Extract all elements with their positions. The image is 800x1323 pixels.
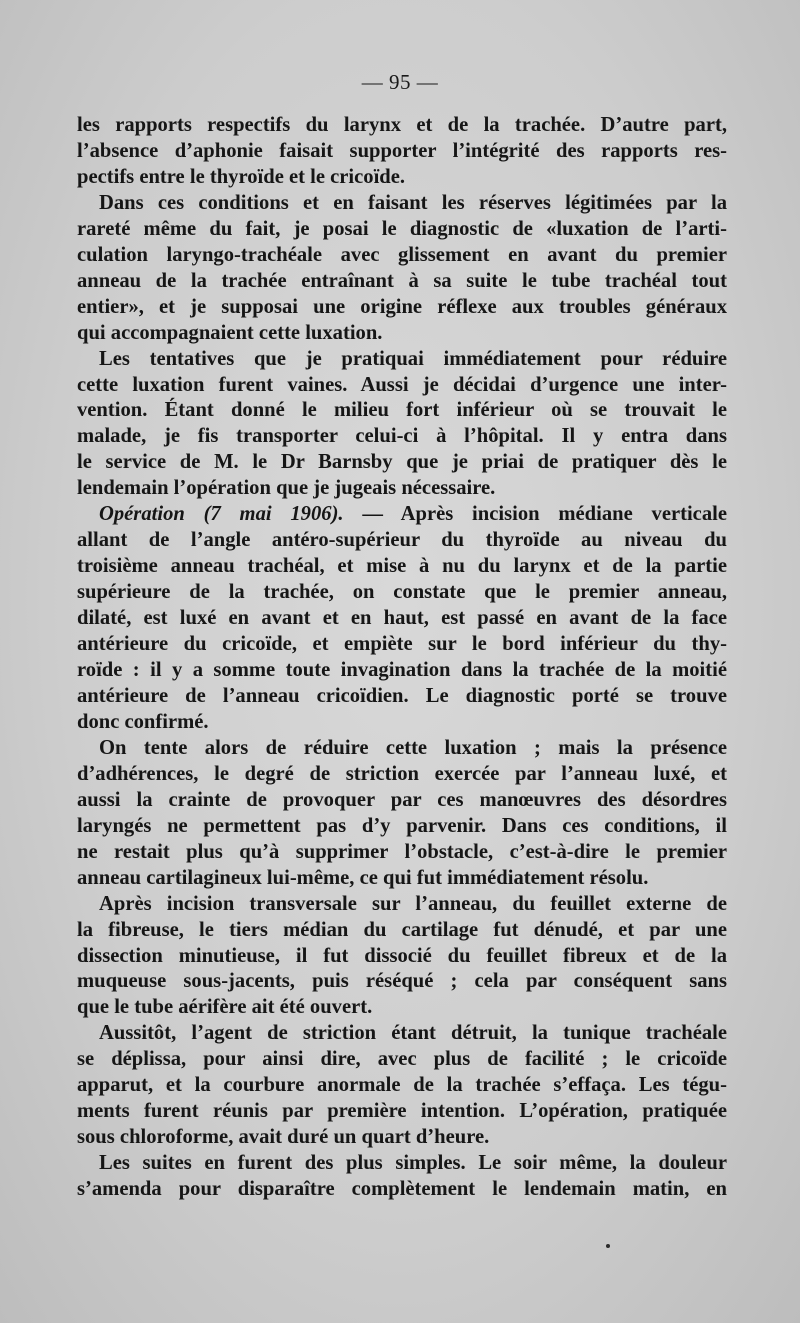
text-line — [77, 502, 727, 528]
text-line: le service de M. le Dr Barnsby que je priai de pratiquer dès le — [77, 451, 727, 474]
paragraph — [77, 191, 727, 347]
text-line: ne restait plus qu’à supprimer l’obstacle, c’est-à-dire le premier — [77, 840, 727, 863]
text-line: sous chloroforme, avait duré un quart d’heure. — [77, 1126, 490, 1149]
text-line: entier», et je supposai une origine réflexe aux troubles généraux — [77, 295, 727, 318]
text-line: se déplissa, pour ainsi dire, avec plus de facilité ; le cricoïde — [77, 1048, 727, 1071]
text-line: ments furent réunis par première intention. L’opération, pratiquée — [77, 1100, 727, 1123]
paragraph — [77, 502, 727, 736]
text-line: antérieure du cricoïde, et empiète sur le bord inférieur du thy- — [77, 633, 727, 656]
text-line: allant de l’angle antéro-supérieur du thyroïde au niveau du — [77, 529, 727, 552]
text-line: Les suites en furent des plus simples. Le soir même, la douleur — [99, 1152, 727, 1175]
text-line: qui accompagnaient cette luxation. — [77, 321, 383, 344]
page-number: — 95 — — [361, 70, 439, 94]
text-line: les rapports respectifs du larynx et de la trachée. D’autre part, — [77, 114, 727, 136]
print-speck — [606, 1244, 610, 1248]
text-line: s’amenda pour disparaître complètement le lendemain matin, en — [77, 1178, 727, 1201]
paragraph — [77, 1151, 727, 1203]
text-line: d’adhérences, le degré de striction exercée par l’anneau luxé, et — [77, 762, 727, 785]
paragraph — [77, 347, 727, 503]
paragraph — [77, 736, 727, 892]
paragraph — [77, 892, 727, 1022]
text-line: Après incision transversale sur l’anneau, du feuillet externe de — [99, 892, 727, 915]
text-line: muqueuse sous-jacents, puis réséqué ; cela par conséquent sans — [77, 970, 727, 993]
text-line: vention. Étant donné le milieu fort inférieur où se trouvait le — [77, 399, 727, 422]
text-line: lendemain l’opération que je jugeais nécessaire. — [77, 477, 496, 500]
text-line: anneau de la trachée entraînant à sa suite le tube trachéal tout — [77, 269, 727, 292]
text-line: Dans ces conditions et en faisant les réserves légitimées par la — [99, 191, 727, 214]
text-line: la fibreuse, le tiers médian du cartilage fut dénudé, et par une — [77, 918, 727, 941]
text-line: laryngés ne permettent pas d’y parvenir. Dans ces conditions, il — [77, 814, 727, 837]
text-line: dissection minutieuse, il fut dissocié du feuillet fibreux et de la — [77, 944, 727, 967]
text-line: apparut, et la courbure anormale de la trachée s’effaça. Les tégu- — [77, 1074, 727, 1097]
paragraph — [77, 1021, 727, 1151]
text-line: malade, je fis transporter celui-ci à l’hôpital. Il y entra dans — [77, 425, 727, 448]
text-line: cette luxation furent vaines. Aussi je décidai d’urgence une inter- — [77, 373, 727, 396]
text-line: donc confirmé. — [77, 710, 209, 733]
italic-heading: Opération (7 mai 1906). — [99, 503, 344, 526]
text-line: rareté même du fait, je posai le diagnostic de «luxation de l’arti- — [77, 217, 727, 240]
paragraph — [77, 113, 727, 191]
text-line: que le tube aérifère ait été ouvert. — [77, 996, 373, 1019]
text-line: roïde : il y a somme toute invagination dans la trachée de la moitié — [77, 659, 727, 682]
text-line: Les tentatives que je pratiquai immédiatement pour réduire — [99, 347, 727, 370]
body-text — [77, 113, 727, 1203]
text-line: pectifs entre le thyroïde et le cricoïde. — [77, 165, 406, 188]
text-line: aussi la crainte de provoquer par ces manœuvres des désordres — [77, 788, 727, 811]
text-line: antérieure de l’anneau cricoïdien. Le diagnostic porté se trouve — [77, 684, 727, 707]
text-line-rest: — Après incision médiane verticale — [343, 503, 727, 526]
text-line: anneau cartilagineux lui-même, ce qui fut immédiatement résolu. — [77, 866, 649, 889]
text-line: On tente alors de réduire cette luxation ; mais la présence — [99, 736, 727, 759]
text-line: dilaté, est luxé en avant et en haut, est passé en avant de la face — [77, 607, 727, 630]
text-line: culation laryngo-trachéale avec glissement en avant du premier — [77, 243, 727, 266]
text-line: l’absence d’aphonie faisait supporter l’intégrité des rapports res- — [77, 139, 727, 162]
text-line: supérieure de la trachée, on constate que le premier anneau, — [77, 581, 727, 604]
text-line: Aussitôt, l’agent de striction étant détruit, la tunique trachéale — [99, 1022, 727, 1045]
text-line: troisième anneau trachéal, et mise à nu du larynx et de la partie — [77, 555, 727, 578]
